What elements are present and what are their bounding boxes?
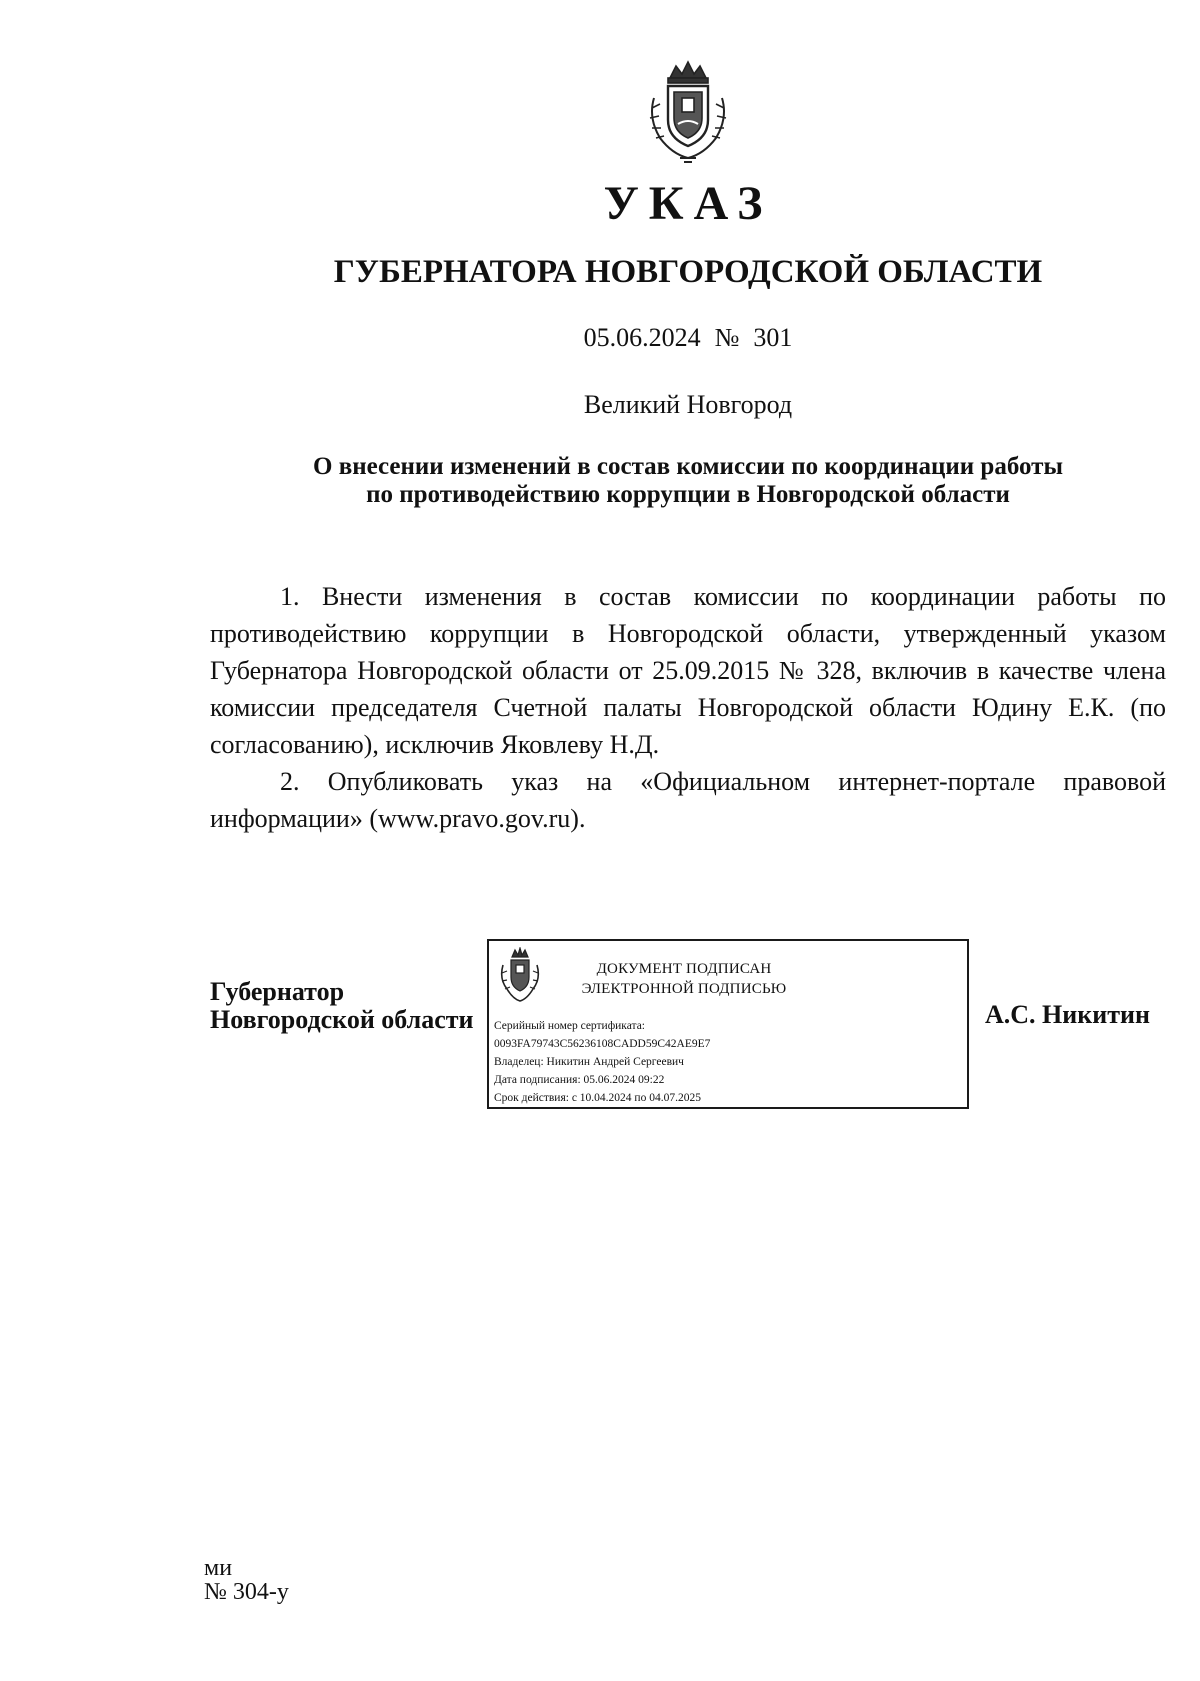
subject-line-2: по противодействию коррупции в Новгородской области — [366, 481, 1010, 508]
issuer-title: ГУБЕРНАТОРА НОВГОРОДСКОЙ ОБЛАСТИ — [333, 254, 1043, 290]
document-number: 301 — [753, 323, 793, 352]
signatory-position-line-2: Новгородской области — [210, 1005, 474, 1034]
number-sign: № — [714, 323, 740, 352]
registration-number: № 304-у — [204, 1579, 289, 1605]
body-paragraph-1: 1. Внести изменения в состав комиссии по координации работы по противодействию коррупции в Новгородской области, утвержденный указом Губернатора Новгородской области от 25.09.2015 № 328, включив в качестве члена комиссии председателя Счетной палаты Новгородской области Юдину Е.К. (по согласованию), исключив Яковлеву Н.Д. — [210, 582, 1166, 759]
stamp-heading-line-2: ЭЛЕКТРОННОЙ ПОДПИСЬЮ — [581, 981, 787, 997]
document-body — [210, 578, 1166, 837]
document-city: Великий Новгород — [583, 390, 793, 419]
certificate-validity: Срок действия: с 10.04.2024 по 04.07.2025 — [494, 1092, 701, 1104]
stamp-heading-line-1: ДОКУМЕНТ ПОДПИСАН — [596, 961, 772, 977]
certificate-serial-label: Серийный номер сертификата: — [494, 1020, 645, 1032]
stamp-details — [494, 1017, 710, 1107]
date-number-line — [0, 322, 1200, 354]
signing-date: Дата подписания: 05.06.2024 09:22 — [494, 1074, 665, 1086]
signatory-position-line-1: Губернатор — [210, 977, 345, 1006]
document-footer — [204, 1556, 289, 1604]
electronic-signature-stamp — [487, 939, 969, 1109]
coat-of-arms-small-icon — [497, 947, 543, 1005]
subject-line-1: О внесении изменений в состав комиссии по координации работы — [313, 453, 1063, 480]
stamp-heading — [569, 959, 799, 999]
signatory-name: А.С. Никитин — [985, 1000, 1150, 1029]
signatory-position — [210, 978, 474, 1034]
coat-of-arms-icon — [640, 58, 736, 166]
document-subject — [200, 453, 1176, 509]
document-type-title: УКАЗ — [603, 177, 773, 230]
certificate-owner: Владелец: Никитин Андрей Сергеевич — [494, 1056, 684, 1068]
body-paragraph-2: 2. Опубликовать указ на «Официальном интернет-портале правовой информации» (www.pravo.gov.ru). — [210, 767, 1166, 833]
document-date: 05.06.2024 — [583, 323, 701, 352]
certificate-serial-value: 0093FA79743C56236108CADD59C42AE9E7 — [494, 1038, 711, 1050]
executor-initials: ми — [204, 1555, 233, 1581]
